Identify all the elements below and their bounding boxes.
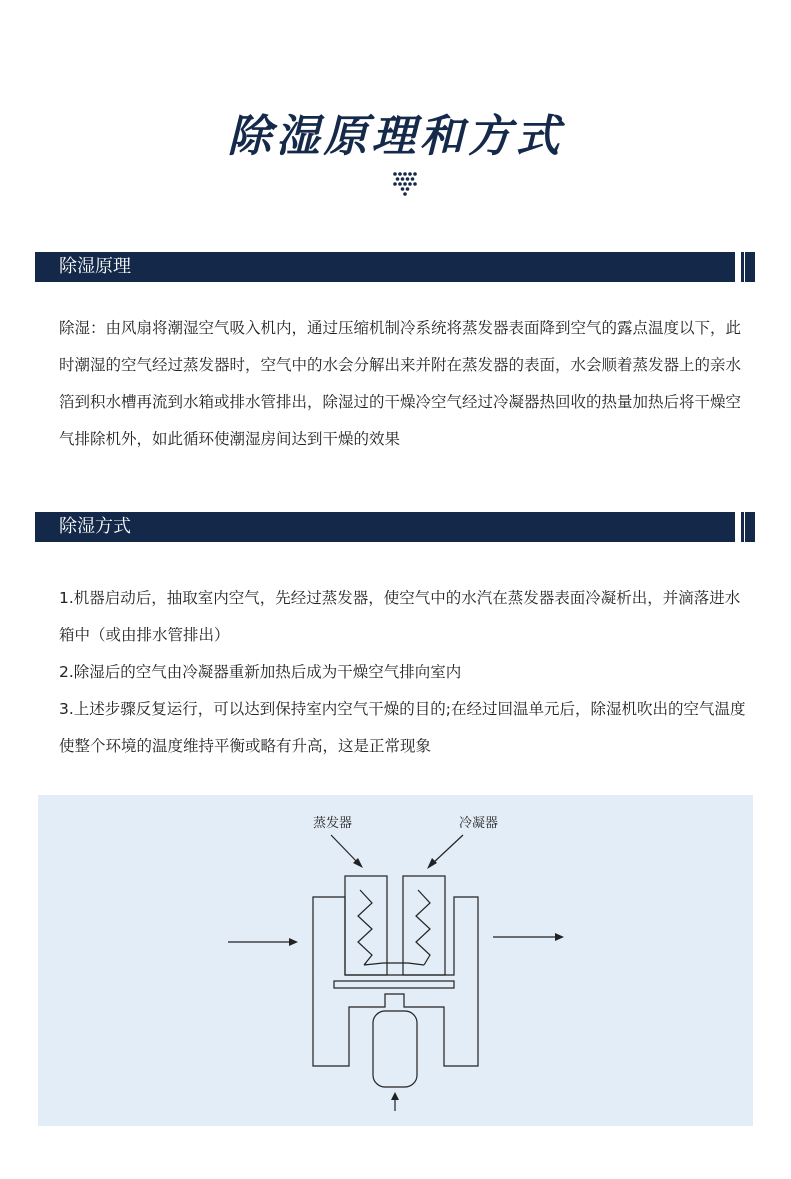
bar-stripe: [748, 512, 751, 542]
diagram-drawing: [38, 795, 753, 1126]
drip-tray: [334, 981, 454, 988]
evaporator-label: 蒸发器: [313, 816, 353, 831]
condenser-label: 冷凝器: [459, 816, 499, 831]
bar-stripe: [741, 252, 744, 282]
coil-connector: [364, 963, 424, 965]
section-heading-label: 除湿原理: [59, 256, 131, 277]
section-heading-method: [35, 512, 755, 542]
method-step-1: 1.机器启动后，抽取室内空气，先经过蒸发器，使空气中的水汽在蒸发器表面冷凝析出，并滴落进水箱中（或由排水管排出）: [59, 589, 741, 644]
bar-stripe: [741, 512, 744, 542]
principle-text: 除湿：由风扇将潮湿空气吸入机内，通过压缩机制冷系统将蒸发器表面降到空气的露点温度以下，此时潮湿的空气经过蒸发器时，空气中的水会分解出来并附在蒸发器的表面，水会顺着蒸发器上的亲水箔到积水槽再流到水箱或排水管排出，除湿过的干燥冷空气经过冷凝器热回收的热量加热后将干燥空气排除机外，如此循环使潮湿房间达到干燥的效果: [59, 319, 742, 448]
evaporator-pointer-arrow: [331, 835, 359, 864]
method-step-3: 3.上述步骤反复运行，可以达到保持室内空气干燥的目的;在经过回温单元后，除湿机吹出的空气温度使整个环境的温度维持平衡或略有升高，这是正常现象: [59, 700, 746, 755]
evaporator-box: [345, 876, 387, 975]
method-steps: [59, 580, 749, 765]
condenser-box: [403, 876, 445, 975]
evaporator-coil: [358, 890, 372, 965]
condenser-pointer-arrow: [432, 835, 463, 864]
dots-down-icon: [393, 172, 419, 196]
page-title: 除湿原理和方式: [227, 111, 564, 162]
bar-stripe: [748, 252, 751, 282]
compressor-unit: [373, 1011, 417, 1087]
method-step-2: 2.除湿后的空气由冷凝器重新加热后成为干燥空气排向室内: [59, 663, 462, 681]
principle-paragraph: [59, 310, 749, 458]
dehumidifier-diagram: [38, 795, 753, 1126]
section-heading-principle: [35, 252, 755, 282]
condenser-coil: [416, 890, 430, 965]
section-heading-label: 除湿方式: [59, 516, 131, 537]
